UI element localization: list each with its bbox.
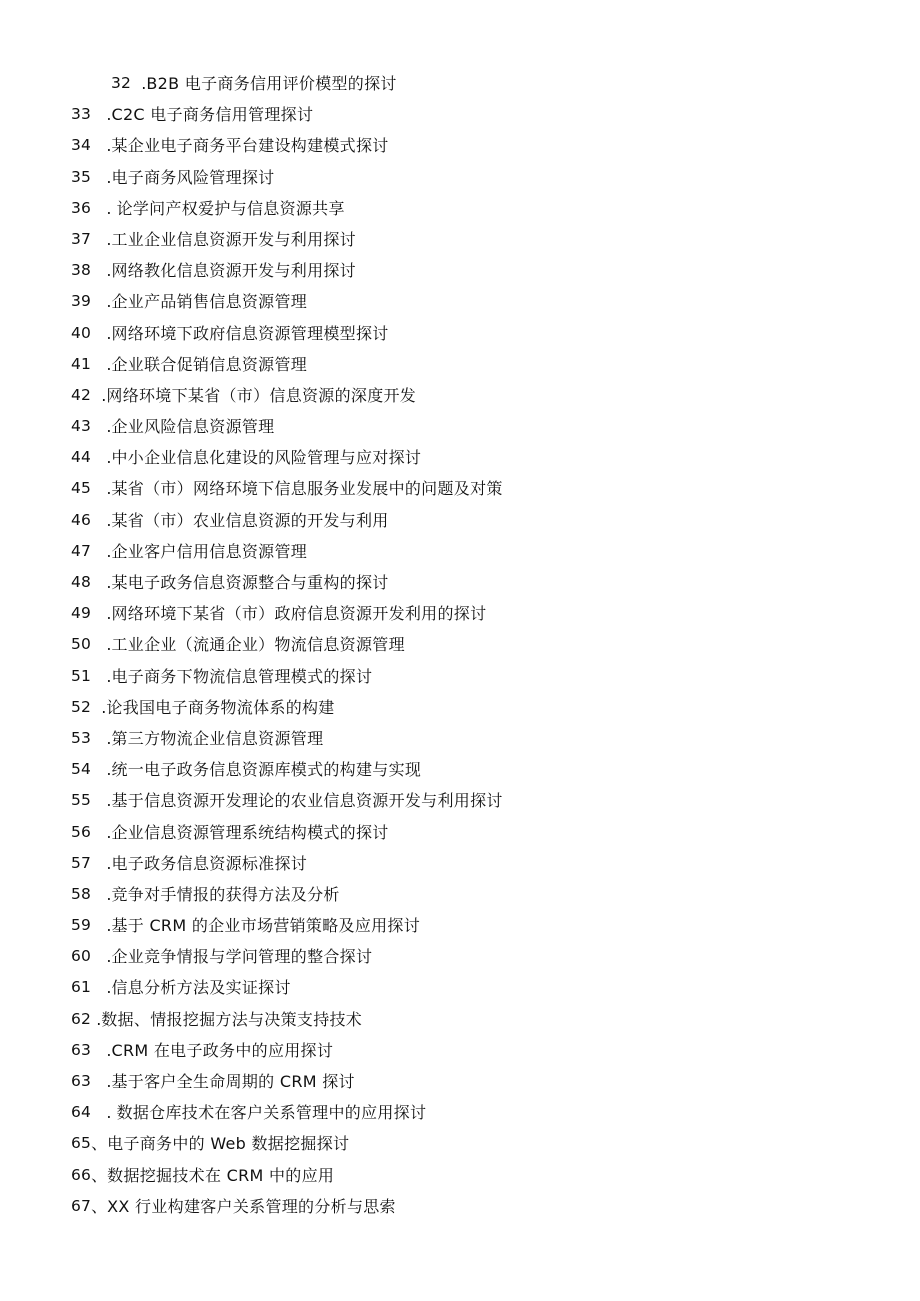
- item-title: XX 行业构建客户关系管理的分析与思索: [107, 1196, 396, 1216]
- item-title: 某省（市）农业信息资源的开发与利用: [111, 510, 389, 530]
- item-title: 企业联合促销信息资源管理: [111, 354, 308, 374]
- item-title: 论我国电子商务物流体系的构建: [106, 697, 335, 717]
- item-separator: .: [91, 385, 107, 405]
- item-title: 电子商务风险管理探讨: [111, 167, 275, 187]
- list-item: [71, 785, 871, 816]
- item-separator: .: [91, 1040, 112, 1060]
- item-number: 38: [71, 261, 92, 280]
- item-separator: .: [91, 136, 112, 156]
- item-separator: .: [91, 728, 112, 748]
- item-title: 基于客户全生命周期的 CRM 探讨: [111, 1072, 355, 1091]
- list-item: [71, 1035, 871, 1066]
- item-separator: .: [91, 323, 112, 343]
- item-number: 37: [71, 229, 92, 248]
- list-item: [71, 941, 871, 972]
- item-title: 中小企业信息化建设的风险管理与应对探讨: [111, 448, 422, 468]
- item-title: 电子政务信息资源标准探讨: [111, 853, 308, 873]
- item-number: 54: [71, 760, 92, 779]
- item-title: 统一电子政务信息资源库模式的构建与实现: [111, 760, 422, 780]
- list-item: [71, 442, 871, 473]
- item-number: 64: [71, 1103, 92, 1122]
- item-title: 第三方物流企业信息资源管理: [111, 728, 324, 748]
- item-title: 企业竞争情报与学问管理的整合探讨: [111, 947, 373, 967]
- item-title: 电子商务中的 Web 数据挖掘探讨: [107, 1134, 350, 1154]
- item-separator: 、: [91, 1165, 108, 1185]
- list-item: [71, 99, 871, 130]
- item-title: 工业企业信息资源开发与利用探讨: [111, 229, 356, 249]
- item-separator: .: [91, 167, 112, 187]
- item-number: 59: [71, 916, 92, 935]
- list-item: [71, 286, 871, 317]
- item-separator: .: [91, 573, 112, 592]
- item-title: 网络教化信息资源开发与利用探讨: [111, 261, 356, 281]
- list-item: [71, 972, 871, 1003]
- item-number: 43: [71, 417, 92, 436]
- item-title: 数据挖掘技术在 CRM 中的应用: [107, 1165, 335, 1185]
- list-item: [71, 692, 871, 723]
- item-separator: .: [91, 198, 117, 218]
- item-number: 58: [71, 884, 92, 903]
- list-item: [71, 567, 871, 598]
- item-separator: .: [91, 1103, 117, 1123]
- list-item: [71, 1160, 871, 1191]
- list-item: [71, 1128, 871, 1159]
- item-title: C2C 电子商务信用管理探讨: [111, 105, 314, 125]
- item-number: 62: [71, 1009, 92, 1028]
- item-number: 65: [71, 1134, 92, 1153]
- item-separator: .: [91, 635, 112, 655]
- item-separator: .: [91, 666, 112, 686]
- item-number: 47: [71, 541, 92, 560]
- item-number: 40: [71, 323, 92, 342]
- list-item: [71, 629, 871, 660]
- item-number: 66: [71, 1165, 92, 1184]
- list-item: [71, 1191, 871, 1222]
- item-number: 56: [71, 822, 92, 841]
- list-item: [71, 879, 871, 910]
- item-title: 基于 CRM 的企业市场营销策略及应用探讨: [111, 916, 421, 936]
- item-number: 63: [71, 1040, 92, 1059]
- list-item: [71, 723, 871, 754]
- item-separator: .: [91, 884, 112, 904]
- item-number: 42: [71, 385, 92, 404]
- item-title: 企业产品销售信息资源管理: [111, 292, 308, 312]
- list-item: [71, 505, 871, 536]
- list-item: [71, 193, 871, 224]
- item-number: 52: [71, 697, 92, 716]
- list-item: [71, 68, 871, 99]
- item-separator: .: [91, 448, 112, 468]
- list-item: [71, 411, 871, 442]
- item-number: 53: [71, 728, 92, 747]
- item-separator: .: [91, 417, 112, 437]
- item-title: CRM 在电子政务中的应用探讨: [111, 1040, 334, 1060]
- item-title: 企业客户信用信息资源管理: [111, 541, 308, 561]
- list-item: [71, 349, 871, 380]
- item-separator: .: [91, 604, 112, 624]
- item-title: 网络环境下某省（市）信息资源的深度开发: [106, 385, 417, 405]
- item-number: 44: [71, 448, 92, 467]
- item-separator: .: [91, 229, 112, 249]
- item-separator: .: [91, 791, 112, 811]
- item-title: 企业信息资源管理系统结构模式的探讨: [111, 822, 389, 842]
- item-separator: .: [91, 541, 112, 561]
- item-number: 55: [71, 791, 92, 810]
- item-number: 45: [71, 479, 92, 498]
- item-title: 数据仓库技术在客户关系管理中的应用探讨: [116, 1103, 427, 1123]
- item-separator: .: [91, 261, 112, 281]
- item-number: 61: [71, 978, 92, 997]
- item-separator: 、: [91, 1196, 108, 1216]
- item-title: 论学问产权爱护与信息资源共享: [116, 198, 345, 218]
- item-number: 41: [71, 354, 92, 373]
- item-separator: .: [131, 74, 147, 93]
- item-number: 63: [71, 1072, 92, 1090]
- item-title: 工业企业（流通企业）物流信息资源管理: [111, 635, 405, 655]
- item-number: 49: [71, 604, 92, 623]
- item-number: 32: [111, 74, 132, 92]
- item-number: 57: [71, 853, 92, 872]
- item-separator: .: [91, 916, 112, 936]
- item-title: 网络环境下某省（市）政府信息资源开发利用的探讨: [111, 604, 487, 624]
- list-item: [71, 473, 871, 504]
- item-separator: .: [91, 510, 112, 530]
- item-title: 电子商务下物流信息管理模式的探讨: [111, 666, 373, 686]
- list-item: [71, 754, 871, 785]
- list-item: [71, 318, 871, 349]
- item-number: 67: [71, 1196, 92, 1215]
- item-number: 60: [71, 947, 92, 966]
- item-separator: .: [91, 822, 112, 842]
- item-separator: .: [91, 853, 112, 873]
- list-item: [71, 1066, 871, 1097]
- list-item: [71, 817, 871, 848]
- item-number: 33: [71, 105, 92, 124]
- item-title: 某企业电子商务平台建设构建模式探讨: [111, 136, 389, 156]
- item-separator: .: [91, 1072, 112, 1091]
- item-separator: .: [91, 354, 112, 374]
- item-number: 35: [71, 167, 92, 186]
- list-item: [71, 380, 871, 411]
- item-separator: .: [91, 697, 107, 717]
- list-item: [71, 162, 871, 193]
- item-title: 某电子政务信息资源整合与重构的探讨: [111, 573, 389, 592]
- item-separator: .: [91, 292, 112, 312]
- item-separator: .: [91, 105, 112, 125]
- list-item: [71, 1004, 871, 1035]
- item-title: 某省（市）网络环境下信息服务业发展中的问题及对策: [111, 479, 503, 499]
- item-number: 48: [71, 573, 92, 591]
- list-item: [71, 848, 871, 879]
- list-item: [71, 536, 871, 567]
- list-item: [71, 598, 871, 629]
- item-separator: .: [91, 760, 112, 780]
- item-number: 39: [71, 292, 92, 311]
- list-item: [71, 130, 871, 161]
- item-title: 信息分析方法及实证探讨: [111, 978, 291, 998]
- item-title: 竞争对手情报的获得方法及分析: [111, 884, 340, 904]
- item-separator: .: [91, 479, 112, 499]
- list-item: [71, 255, 871, 286]
- item-title: 数据、情报挖掘方法与决策支持技术: [101, 1009, 363, 1029]
- list-item: [71, 224, 871, 255]
- item-title: 网络环境下政府信息资源管理模型探讨: [111, 323, 389, 343]
- item-number: 50: [71, 635, 92, 654]
- item-separator: .: [91, 978, 112, 998]
- list-item: [71, 661, 871, 692]
- list-item: [71, 1097, 871, 1128]
- topic-list: [71, 68, 871, 1222]
- item-number: 46: [71, 510, 92, 529]
- item-title: 基于信息资源开发理论的农业信息资源开发与利用探讨: [111, 791, 503, 811]
- item-separator: .: [91, 1009, 102, 1029]
- item-separator: .: [91, 947, 112, 967]
- item-separator: 、: [91, 1134, 108, 1154]
- item-title: B2B 电子商务信用评价模型的探讨: [146, 74, 397, 93]
- item-number: 36: [71, 198, 92, 217]
- item-title: 企业风险信息资源管理: [111, 417, 275, 437]
- list-item: [71, 910, 871, 941]
- item-number: 34: [71, 136, 92, 155]
- item-number: 51: [71, 666, 92, 685]
